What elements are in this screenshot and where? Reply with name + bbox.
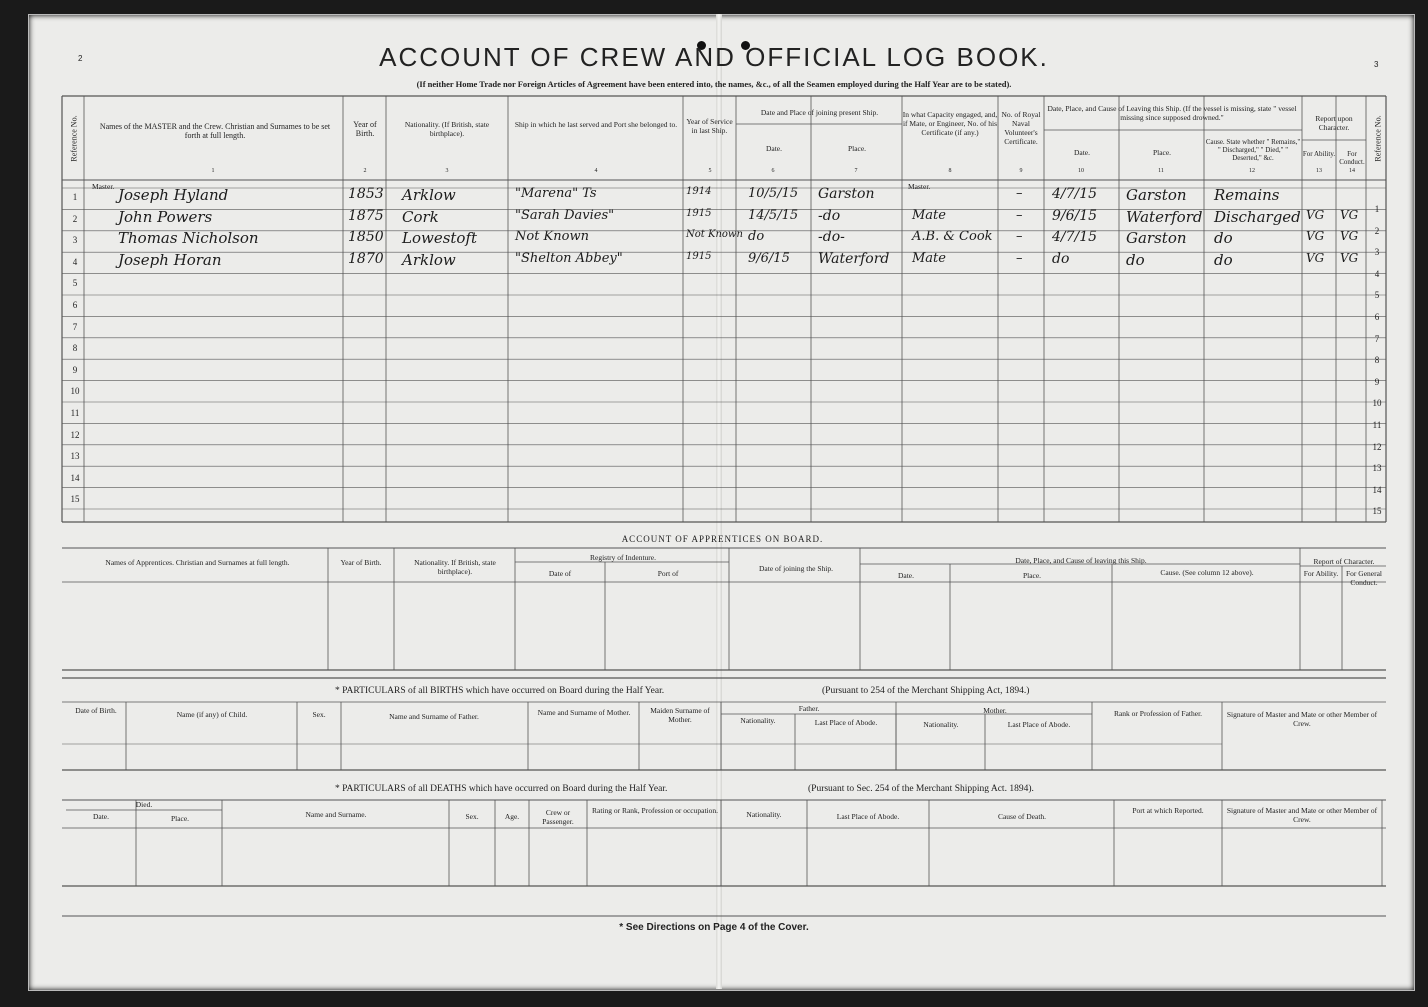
master-label: Master. [92, 182, 115, 191]
column-number: 11 [1158, 168, 1164, 174]
death-place-header: Place. [170, 814, 190, 823]
crew-name-cell: Thomas Nicholson [118, 229, 259, 248]
death-signature-header: Signature of Master and Mate or other Member of Crew. [1226, 806, 1378, 824]
crew-leave-date-cell: do [1052, 250, 1070, 267]
death-port-header: Port at which Reported. [1132, 806, 1204, 815]
birth-father-nationality-header: Nationality. [740, 716, 776, 725]
apprentice-leave-date-header: Date. [897, 571, 915, 580]
apprentice-joining-header: Date of joining the Ship. [759, 564, 833, 573]
crew-capacity-cell: Mate [912, 207, 946, 223]
crew-rnv-cell: – [1016, 186, 1023, 201]
death-cause-header: Cause of Death. [997, 812, 1047, 821]
death-crew-header: Crew or Passenger. [542, 808, 574, 826]
apprentice-cause-header: Cause. (See column 12 above). [1160, 568, 1254, 577]
row-number-left: 11 [70, 408, 80, 418]
crew-join-date-cell: 10/5/15 [748, 186, 799, 201]
capacity-header: In what Capacity engaged, and, if Mate, or Engineer, No. of his Certificate (if any.) [902, 110, 998, 137]
deaths-title: * PARTICULARS of all DEATHS which have occurred on Board during the Half Year. [335, 784, 668, 794]
crew-leave-date-cell: 4/7/15 [1052, 186, 1098, 202]
crew-year-cell: 1850 [348, 229, 384, 246]
row-number-left: 4 [72, 256, 78, 267]
column-number: 5 [708, 168, 712, 174]
crew-join-place-cell: Garston [818, 186, 875, 202]
row-number-left: 13 [70, 451, 80, 462]
row-number-right: 12 [1372, 441, 1382, 452]
row-number-right: 7 [1374, 333, 1380, 344]
leave-date-header: Date. [1073, 148, 1091, 157]
leaving-header: Date, Place, and Cause of Leaving this Ship. (If the vessel is missing, state " vessel missing since supposed drowned." [1047, 104, 1297, 122]
crew-ship-cell: "Sarah Davies" [515, 207, 615, 223]
leave-place-header: Place. [1152, 148, 1172, 157]
join-place-header: Place. [847, 144, 867, 153]
birth-mother-name-header: Name and Surname of Mother. [537, 708, 631, 717]
crew-join-date-cell: do [748, 229, 765, 245]
row-number-right: 1 [1374, 204, 1380, 214]
column-number: 4 [594, 168, 598, 174]
birth-sex-header: Sex. [312, 710, 326, 719]
apprentice-nationality-header: Nationality. If British, state birthplace). [414, 558, 496, 576]
column-number: 8 [948, 168, 952, 174]
conduct-header: For Conduct. [1339, 150, 1365, 166]
crew-capacity-cell: A.B. & Cook [912, 229, 993, 245]
apprentice-leave-place-header: Place. [1022, 571, 1042, 580]
page-subtitle: (If neither Home Trade nor Foreign Articles of Agreement have been entered into, the names, &c., of all the Seamen employed during the Half Year are to be stated). [416, 79, 1012, 89]
crew-nationality-cell: Arklow [402, 186, 456, 204]
report-header: Report upon Character. [1315, 114, 1353, 132]
row-number-right: 8 [1374, 355, 1380, 366]
crew-conduct-cell: VG [1340, 229, 1359, 244]
row-number-left: 8 [72, 343, 78, 354]
apprentice-name-header: Names of Apprentices. Christian and Surnames at full length. [105, 558, 290, 567]
crew-ability-cell: VG [1306, 250, 1325, 265]
row-number-left: 3 [72, 235, 78, 246]
death-date-header: Date. [92, 812, 110, 821]
row-number-left: 2 [72, 213, 78, 224]
cause-header: Cause. State whether " Remains," " Discharged," " Died," " Deserted," &c. [1205, 138, 1301, 162]
crew-ability-cell: VG [1306, 207, 1325, 222]
birth-maiden-header: Maiden Surname of Mother. [650, 706, 710, 724]
apprentice-ability-header: For Ability. [1303, 569, 1339, 578]
crew-rnv-cell: – [1016, 250, 1023, 266]
birth-rank-header: Rank or Profession of Father. [1113, 709, 1203, 718]
death-died-header: Died. [135, 800, 153, 809]
apprentice-year-header: Year of Birth. [340, 558, 382, 567]
name-header: Names of the MASTER and the Crew. Christian and Surnames to be set forth at full length. [99, 122, 331, 140]
crew-join-place-cell: -do- [818, 229, 845, 246]
death-nationality-header: Nationality. [746, 810, 782, 819]
row-number-left: 10 [70, 386, 80, 397]
row-number-left: 12 [70, 429, 80, 440]
row-number-right: 2 [1374, 225, 1380, 236]
births-title: * PARTICULARS of all BIRTHS which have occurred on Board during the Half Year. [335, 686, 665, 696]
birth-mother-abode-header: Last Place of Abode. [1007, 720, 1071, 729]
apprentice-conduct-header: For General Conduct. [1345, 569, 1383, 587]
death-abode-header: Last Place of Abode. [836, 812, 900, 821]
row-number-right: 11 [1372, 420, 1382, 430]
nationality-header: Nationality. (If British, state birthplace). [404, 120, 490, 138]
column-number: 10 [1078, 168, 1084, 174]
ref-header-right: Reference No. [1373, 115, 1383, 162]
column-number: 3 [445, 168, 449, 174]
birth-signature-header: Signature of Master and Mate or other Member of Crew. [1226, 710, 1378, 728]
column-number: 7 [854, 168, 858, 174]
crew-join-date-cell: 14/5/15 [748, 207, 799, 223]
crew-service-cell: 1915 [686, 207, 712, 219]
crew-conduct-cell: VG [1340, 250, 1359, 265]
registry-date-header: Date of [548, 569, 572, 578]
row-number-right: 9 [1374, 376, 1380, 387]
master-label-capacity: Master. [908, 182, 931, 191]
crew-year-cell: 1870 [348, 250, 384, 267]
crew-service-cell: 1915 [686, 250, 712, 262]
ref-header: Reference No. [69, 115, 79, 162]
crew-cause-cell: do [1214, 229, 1233, 248]
crew-nationality-cell: Arklow [402, 250, 456, 269]
column-number: 2 [363, 168, 367, 174]
join-date-header: Date. [765, 144, 783, 153]
birth-father-name-header: Name and Surname of Father. [389, 712, 479, 721]
crew-leave-place-cell: Waterford [1126, 207, 1203, 226]
apprentices-title: ACCOUNT OF APPRENTICES ON BOARD. [621, 534, 824, 544]
column-number: 6 [771, 168, 775, 174]
birth-date-header: Date of Birth. [75, 706, 117, 715]
crew-cause-cell: Discharged [1214, 207, 1301, 226]
death-age-header: Age. [504, 812, 520, 821]
row-number-left: 14 [70, 472, 80, 483]
page-title: ACCOUNT OF CREW AND OFFICIAL LOG BOOK. [379, 42, 1049, 72]
crew-conduct-cell: VG [1340, 207, 1359, 222]
row-number-right: 4 [1374, 268, 1380, 279]
row-number-right: 5 [1374, 290, 1380, 301]
crew-leave-date-cell: 4/7/15 [1052, 229, 1098, 246]
crew-leave-place-cell: Garston [1126, 186, 1187, 204]
death-name-header: Name and Surname. [305, 810, 367, 819]
footer-note: * See Directions on Page 4 of the Cover. [619, 922, 809, 933]
crew-year-cell: 1875 [348, 207, 384, 224]
crew-cause-cell: do [1214, 250, 1233, 269]
left-page-number: 2 [78, 54, 83, 63]
joining-header: Date and Place of joining present Ship. [760, 108, 879, 117]
row-number-left: 15 [70, 494, 80, 505]
crew-service-cell: 1914 [686, 186, 712, 197]
crew-ship-cell: "Marena" Ts [515, 186, 597, 201]
birth-father-header: Father. [798, 704, 820, 713]
column-number: 14 [1349, 168, 1355, 174]
crew-year-cell: 1853 [348, 186, 384, 202]
birth-father-abode-header: Last Place of Abode. [814, 718, 878, 727]
death-rating-header: Rating or Rank, Profession or occupation. [591, 806, 719, 815]
crew-rnv-cell: – [1016, 229, 1023, 245]
crew-rnv-cell: – [1016, 207, 1023, 223]
ability-header: For Ability. [1302, 150, 1336, 158]
row-number-left: 5 [72, 278, 78, 289]
crew-ship-cell: "Shelton Abbey" [515, 250, 623, 266]
row-number-right: 10 [1372, 398, 1382, 409]
right-page-number: 3 [1374, 60, 1379, 69]
column-number: 9 [1019, 168, 1023, 174]
crew-ability-cell: VG [1306, 229, 1325, 244]
row-number-right: 6 [1374, 312, 1380, 322]
row-number-right: 13 [1372, 463, 1382, 474]
row-number-left: 1 [72, 192, 78, 202]
apprentice-report-header: Report of Character. [1313, 557, 1375, 566]
row-number-right: 15 [1372, 506, 1382, 517]
registry-port-header: Port of [657, 569, 679, 578]
year-service-header: Year of Service in last Ship. [686, 117, 733, 135]
crew-nationality-cell: Cork [402, 207, 439, 226]
crew-leave-date-cell: 9/6/15 [1052, 207, 1098, 224]
column-number: 12 [1249, 168, 1255, 174]
births-act: (Pursuant to 254 of the Merchant Shipping Act, 1894.) [822, 686, 1030, 696]
crew-leave-place-cell: do [1126, 250, 1145, 269]
birth-mother-header: Mother. [983, 706, 1007, 715]
crew-join-place-cell: -do [818, 207, 841, 224]
crew-cause-cell: Remains [1214, 186, 1280, 204]
deaths-act: (Pursuant to Sec. 254 of the Merchant Shipping Act. 1894). [808, 784, 1034, 794]
apprentice-leaving-header: Date, Place, and Cause of leaving this Ship. [1015, 556, 1147, 565]
crew-ship-cell: Not Known [515, 229, 589, 245]
ship-header: Ship in which he last served and Port she belonged to. [514, 120, 678, 129]
row-number-left: 6 [72, 300, 78, 310]
crew-name-cell: John Powers [118, 207, 213, 226]
birth-child-header: Name (if any) of Child. [176, 710, 248, 719]
row-number-right: 14 [1372, 484, 1382, 495]
column-number: 13 [1316, 168, 1322, 174]
crew-capacity-cell: Mate [912, 250, 946, 266]
crew-name-cell: Joseph Horan [118, 250, 222, 269]
registry-header: Registry of Indenture. [589, 553, 657, 562]
row-number-left: 7 [72, 321, 78, 332]
crew-nationality-cell: Lowestoft [402, 229, 478, 248]
row-number-right: 3 [1374, 247, 1380, 258]
row-number-left: 9 [72, 364, 78, 375]
year-birth-header: Year of Birth. [353, 120, 377, 138]
crew-join-date-cell: 9/6/15 [748, 250, 790, 266]
birth-mother-nationality-header: Nationality. [923, 720, 959, 729]
crew-leave-place-cell: Garston [1126, 229, 1187, 248]
crew-name-cell: Joseph Hyland [118, 186, 229, 204]
death-sex-header: Sex. [465, 812, 479, 821]
rnv-header: No. of Royal Naval Volunteer's Certificate. [1001, 110, 1041, 146]
column-number: 1 [211, 168, 215, 174]
crew-join-place-cell: Waterford [818, 250, 890, 267]
crew-service-cell: Not Known [686, 229, 743, 241]
